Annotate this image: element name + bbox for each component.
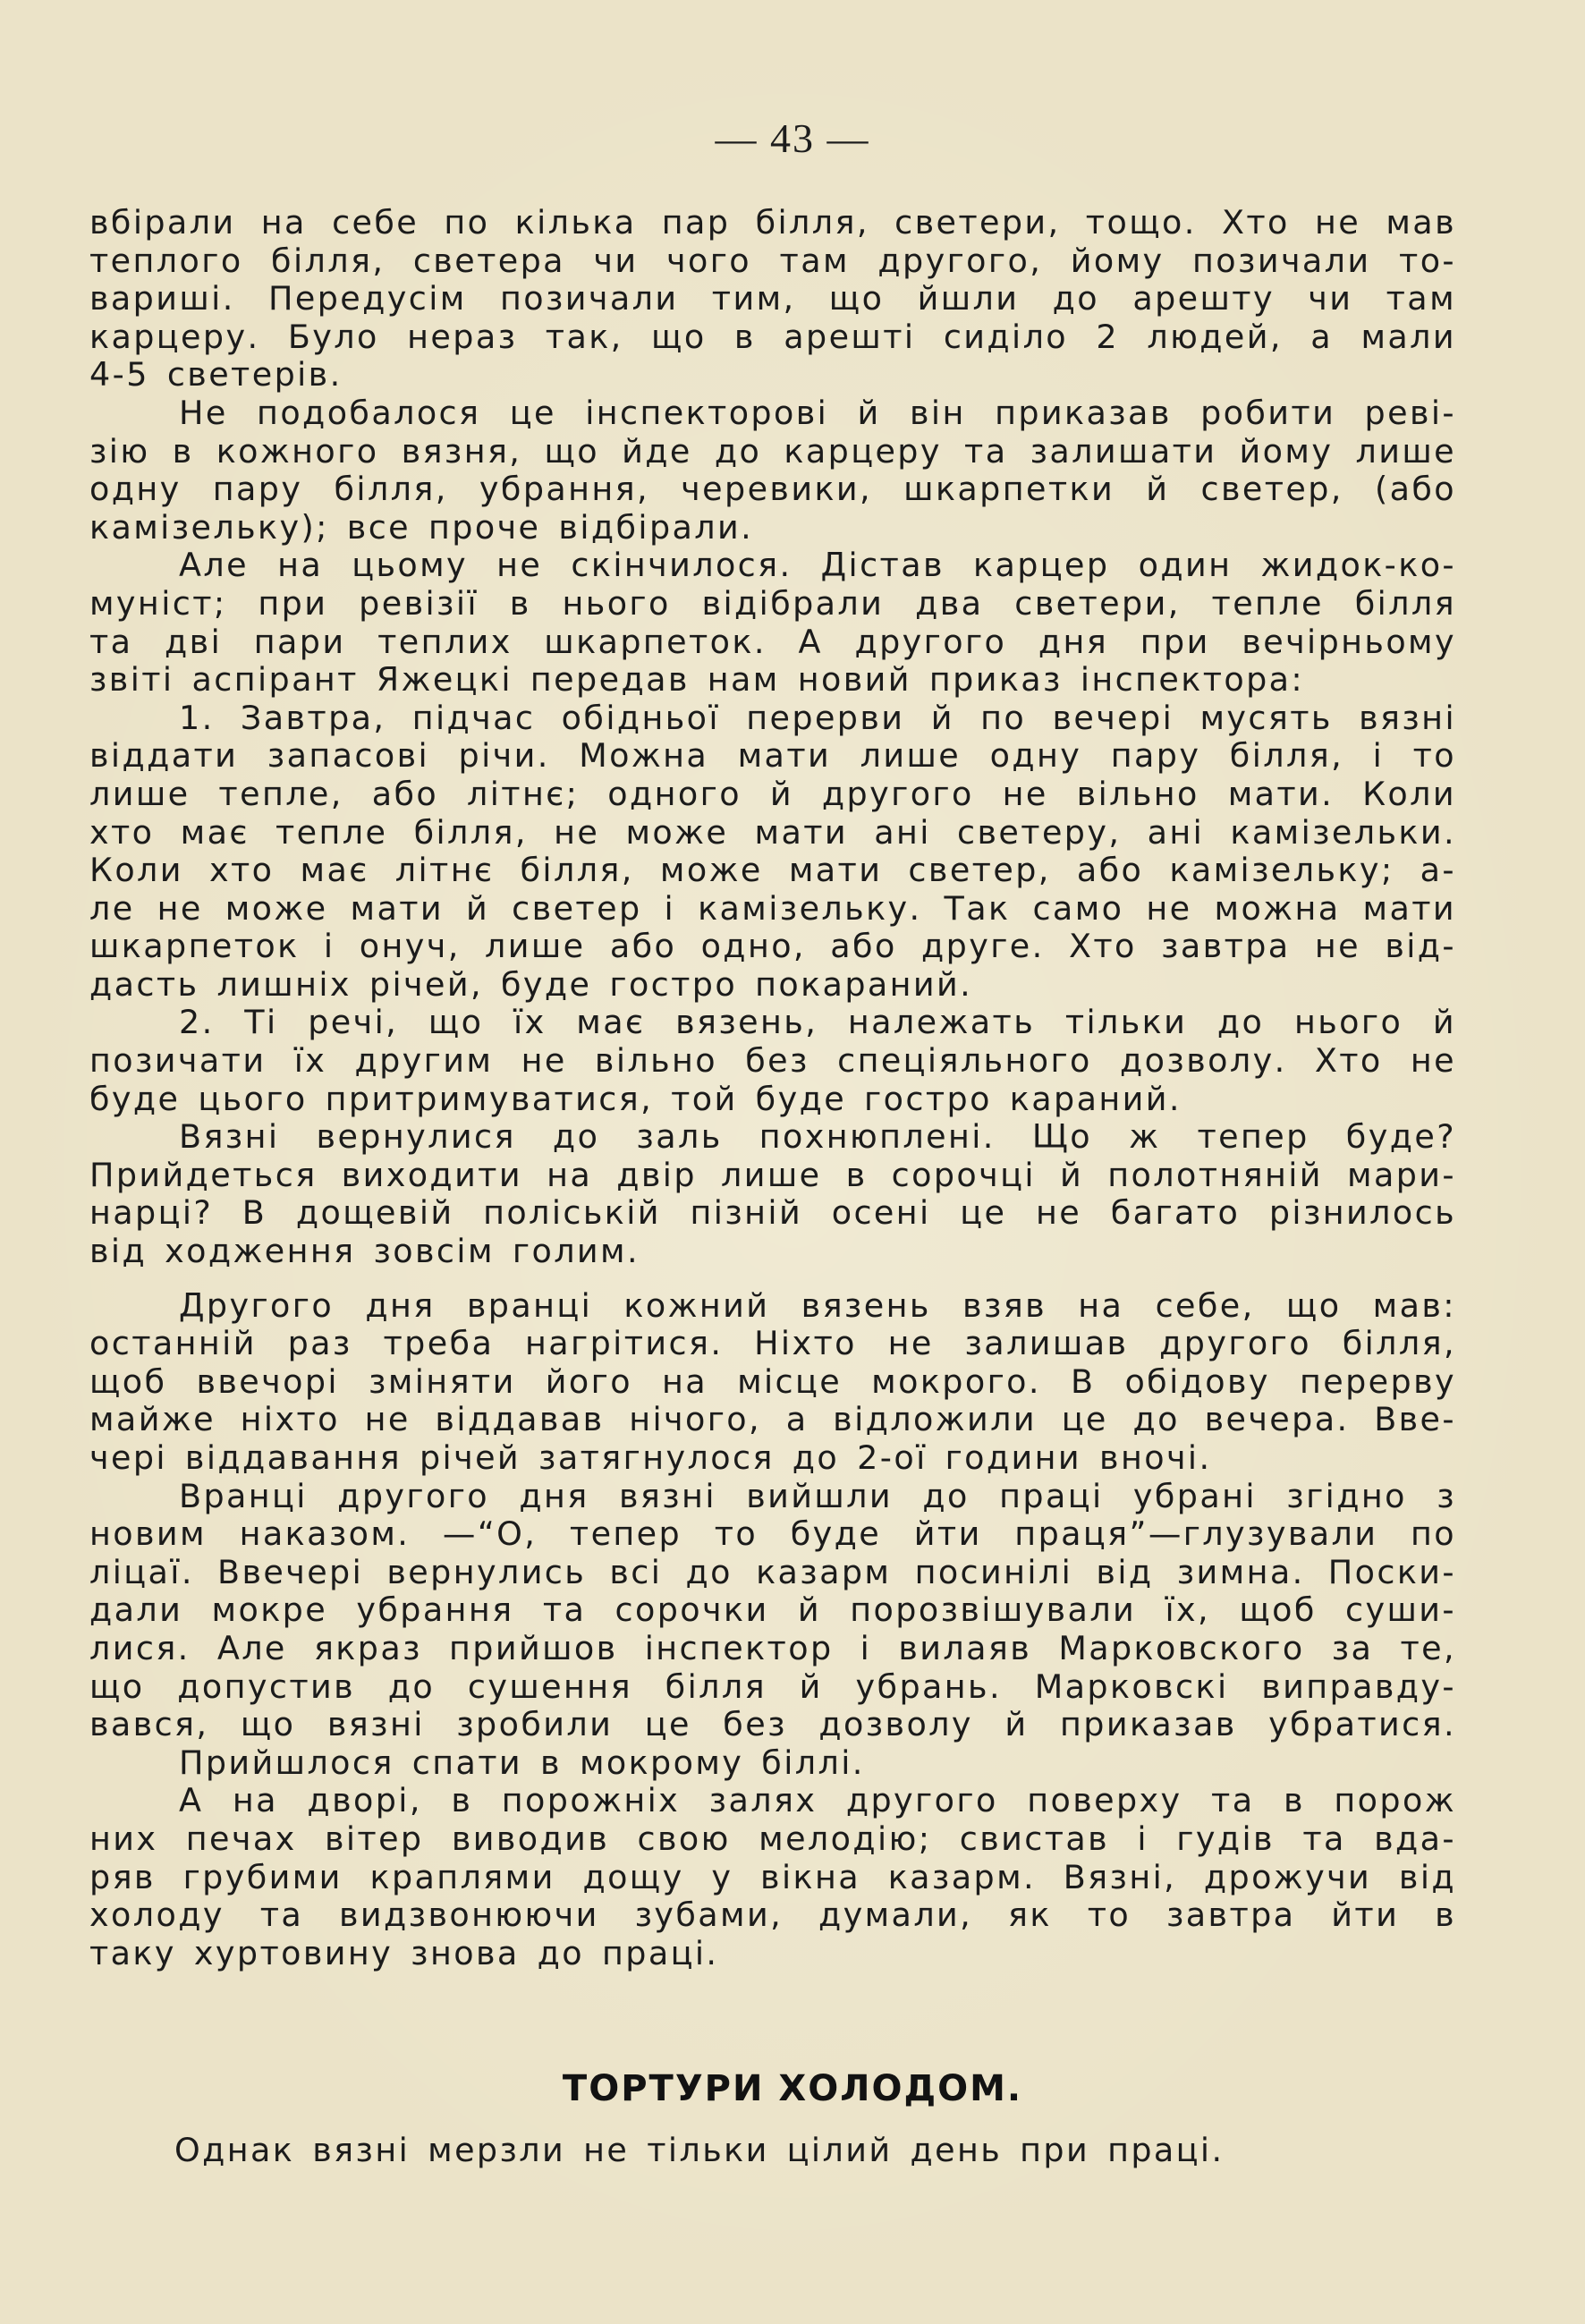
text-line: карцеру. Було нераз так, що в арешті сиділо 2 людей, а мали	[89, 317, 1456, 356]
text-line: Коли хто має літнє білля, може мати светер, або камізельку; а-	[89, 851, 1456, 890]
text-line: лише тепле, або літнє; одного й другого не вільно мати. Коли	[89, 774, 1456, 813]
text-line: ліцаї. Ввечері вернулись всі до казарм посинілі від зимна. Поски-	[89, 1552, 1456, 1591]
text-line: шкарпеток і онуч, лише або одно, або друге. Хто завтра не від-	[89, 927, 1456, 966]
text-line: буде цього притримуватися, той буде гостро караний.	[89, 1079, 1182, 1118]
text-line: муніст; при ревізії в нього відібрали два светери, тепле білля	[89, 583, 1456, 623]
text-line: звіті аспірант Яжецкі передав нам новий приказ інспектора:	[89, 660, 1305, 700]
text-line: таку хуртовину знова до праці.	[89, 1933, 719, 1972]
text-line: 1. Завтра, підчас обідньої перерви й по вечері мусять вязні	[179, 698, 1456, 737]
text-line: теплого білля, светера чи чого там другого, йому позичали то-	[89, 241, 1456, 280]
text-line: та дві пари теплих шкарпеток. А другого дня при вечірньому	[89, 622, 1456, 661]
text-line: 4-5 светерів.	[89, 355, 343, 394]
text-line: А на дворі, в порожніх залях другого поверху та в порож	[179, 1781, 1456, 1820]
text-line: віддати запасові річи. Можна мати лише одну пару білля, і то	[89, 736, 1456, 776]
text-line: дасть лишніх річей, буде гостро покараний.	[89, 964, 973, 1004]
paragraph-gap	[89, 1271, 1456, 1287]
text-line: від ходження зовсім голим.	[89, 1232, 640, 1271]
text-line: 2. Ті речі, що їх має вязень, належать тільки до нього й	[179, 1003, 1456, 1042]
text-line: Прийшлося спати в мокрому біллі.	[179, 1743, 865, 1782]
text-line: новим наказом. —“О, тепер то буде йти праця”—глузували по	[89, 1514, 1456, 1554]
text-line: Але на цьому не скінчилося. Дістав карцер один жидок-ко-	[179, 546, 1456, 585]
text-line: позичати їх другим не вільно без спеціяльного дозволу. Хто не	[89, 1041, 1456, 1081]
text-line: Вранці другого дня вязні вийшли до праці убрані згідно з	[179, 1476, 1456, 1515]
text-line: Другого дня вранці кожний вязень взяв на себе, що мав:	[179, 1285, 1456, 1325]
text-line: камізельку); все проче відбірали.	[89, 507, 754, 547]
text-line: Не подобалося це інспекторові й він приказав робити реві-	[179, 393, 1456, 432]
text-line: Прийдеться виходити на двір лише в сорочці й полотняній мари-	[89, 1155, 1456, 1194]
text-line: Вязні вернулися до заль похнюплені. Що ж тепер буде?	[179, 1117, 1456, 1157]
text-line: вбірали на себе по кілька пар білля, светери, тощо. Хто не мав	[89, 203, 1456, 242]
text-line: щоб ввечорі зміняти його на місце мокрого. В обідову перерву	[89, 1361, 1456, 1401]
text-line: останній раз треба нагрітися. Ніхто не залишав другого білля,	[89, 1324, 1456, 1363]
text-line: одну пару білля, убрання, черевики, шкарпетки й светер, (або	[89, 470, 1456, 509]
text-line: холоду та видзвонюючи зубами, думали, як то завтра йти в	[89, 1896, 1456, 1935]
section-heading: ТОРТУРИ ХОЛОДОМ.	[562, 2068, 1023, 2109]
text-line: них печах вітер виводив свою мелодію; свистав і гудів та вда-	[89, 1819, 1456, 1858]
body-text	[89, 204, 1456, 1972]
text-line: вався, що вязні зробили це без дозволу й приказав убратися.	[89, 1705, 1456, 1744]
page-number: — 43 —	[715, 115, 870, 161]
text-line: що допустив до сушення білля й убрань. Марковскі виправду-	[89, 1667, 1456, 1706]
text-line: ле не може мати й светер і камізельку. Так само не можна мати	[89, 888, 1456, 928]
text-line: Однак вязні мерзли не тільки цілий день при праці.	[174, 2131, 1225, 2169]
text-line: лися. Але якраз прийшов інспектор і вилаяв Марковского за те,	[89, 1628, 1456, 1667]
text-line: вариші. Передусім позичали тим, що йшли до арешту чи там	[89, 279, 1456, 318]
text-line: майже ніхто не віддавав нічого, а відложили це до вечера. Вве-	[89, 1400, 1456, 1439]
text-line: зію в кожного вязня, що йде до карцеру та залишати йому лише	[89, 431, 1456, 471]
text-line: хто має тепле білля, не може мати ані светеру, ані камізельки.	[89, 812, 1456, 852]
text-line: ряв грубими краплями дощу у вікна казарм. Вязні, дрожучи від	[89, 1857, 1456, 1896]
text-line: чері віддавання річей затягнулося до 2-ої години вночі.	[89, 1438, 1212, 1477]
text-line: нарці? В дощевій поліській пізній осені це не багато різнилось	[89, 1193, 1456, 1233]
text-line: дали мокре убрання та сорочки й порозвішували їх, щоб суши-	[89, 1590, 1456, 1630]
